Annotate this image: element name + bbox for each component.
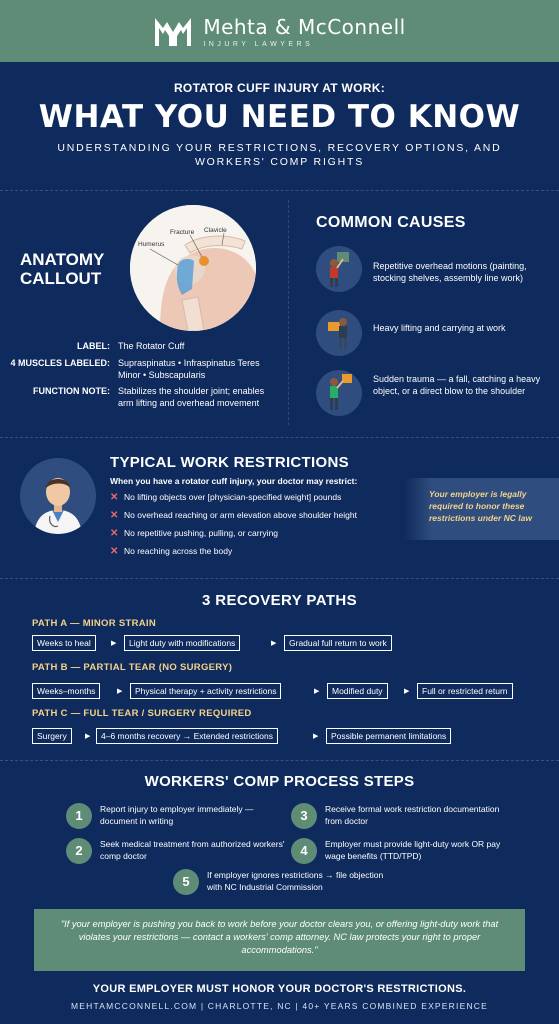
arrow-icon: ▶ [117,688,123,695]
footer-contact[interactable]: MEHTAMCCONNELL.COM | CHARLOTTE, NC | 40+ YEARS COMBINED EXPERIENCE [71,1001,488,1011]
step-number: 1 [66,803,92,829]
shoulder-illustration-icon [130,205,256,331]
path-c-step: Possible permanent limitations [326,728,451,744]
anatomy-row-value: Stabilizes the shoulder joint; enables arm lifting and overhead movement [118,386,265,408]
path-b-step: Physical therapy + activity restrictions [130,683,281,699]
arrow-icon: ▶ [85,733,91,740]
step-text: Employer must provide light-duty work OR pay wage benefits (TTD/TPD) [325,839,501,861]
mm-logo-icon [153,14,193,48]
step-number: 2 [66,838,92,864]
section-divider [0,190,559,191]
anatomy-row-key: FUNCTION NOTE: [33,386,110,396]
page-title: WHAT YOU NEED TO KNOW [38,99,521,135]
section-divider [0,578,559,579]
falling-box-icon [316,370,362,416]
path-a-step: Light duty with modifications [124,635,240,651]
doctor-avatar [20,458,96,534]
hero-section [0,62,559,172]
restriction-item [110,528,400,546]
cause-text: Repetitive overhead motions (painting, stocking shelves, assembly line work) [373,261,527,283]
clavicle-label: Clavicle [204,227,227,234]
step-text: Seek medical treatment from authorized workers' comp doctor [100,839,285,861]
column-divider [288,200,289,425]
restriction-item [110,546,400,564]
overhead-worker-icon [316,246,362,292]
cause-item [316,310,546,358]
path-c-label: PATH C — FULL TEAR / SURGERY REQUIRED [32,708,252,719]
restrictions-intro: When you have a rotator cuff injury, your doctor may restrict: [110,476,358,486]
paths-title: 3 RECOVERY PATHS [201,592,358,609]
anatomy-row-value: Supraspinatus • Infraspinatus Teres Minor • Subscapularis [118,358,260,380]
anatomy-title-line2: CALLOUT [20,269,102,288]
cause-item [316,370,546,418]
path-b-label: PATH B — PARTIAL TEAR (NO SURGERY) [32,662,233,673]
site-header [0,0,559,62]
steps-title: WORKERS' COMP PROCESS STEPS [144,773,415,790]
lifting-worker-icon [316,310,362,356]
anatomy-title [20,250,104,288]
step-number: 3 [291,803,317,829]
path-a-step: Weeks to heal [32,635,96,651]
step-text: Report injury to employer immediately — document in writing [100,804,254,826]
cause-text: Heavy lifting and carrying at work [373,323,506,333]
footer-headline: YOUR EMPLOYER MUST HONOR YOUR DOCTOR'S RESTRICTIONS. [92,983,467,995]
cause-item [316,246,546,294]
restriction-text: No overhead reaching or arm elevation above shoulder height [124,510,357,520]
causes-title: COMMON CAUSES [316,214,466,231]
path-a-label: PATH A — MINOR STRAIN [32,618,156,629]
x-icon: ✕ [110,510,119,521]
attorney-quote: "If your employer is pushing you back to work before your doctor clears you, or offering light-duty work that violates your restrictions — contact a workers' comp attorney. NC law protects your right to proper accommodations." [34,909,525,971]
path-a-step: Gradual full return to work [284,635,392,651]
fracture-label: Fracture [170,229,195,236]
restriction-item [110,510,400,528]
brand-tagline: INJURY LAWYERS [203,40,314,48]
anatomy-row-key: 4 MUSCLES LABELED: [10,358,110,368]
section-divider [0,760,559,761]
anatomy-title-line1: ANATOMY [20,250,105,269]
anatomy-row-value: The Rotator Cuff [118,341,185,351]
anatomy-row-key: LABEL: [77,341,110,351]
arrow-icon: ▶ [313,733,319,740]
arrow-icon: ▶ [271,640,277,647]
hero-eyebrow: ROTATOR CUFF INJURY AT WORK: [173,81,386,95]
restriction-text: No repetitive pushing, pulling, or carrying [124,528,279,538]
x-icon: ✕ [110,528,119,539]
x-icon: ✕ [110,546,119,557]
restrictions-title: TYPICAL WORK RESTRICTIONS [110,454,349,471]
path-c-step: 4–6 months recovery → Extended restrictions [96,728,278,744]
step-text: Receive formal work restriction documentation from doctor [325,804,500,826]
doctor-icon [20,458,96,534]
brand-block [203,15,405,48]
legal-callout: Your employer is legally required to honor these restrictions under NC law [404,478,559,540]
restriction-text: No lifting objects over [physician-specified weight] pounds [124,492,342,502]
section-divider [0,437,559,438]
restriction-text: No reaching across the body [124,546,233,556]
hero-subtitle: UNDERSTANDING YOUR RESTRICTIONS, RECOVERY OPTIONS, AND WORKERS' COMP RIGHTS [57,142,502,168]
arrow-icon: ▶ [404,688,410,695]
path-c-step: Surgery [32,728,72,744]
step-number: 5 [173,869,199,895]
arrow-icon: ▶ [111,640,117,647]
path-b-step: Modified duty [327,683,388,699]
brand-name: Mehta & McConnell [203,14,406,39]
path-b-step: Weeks–months [32,683,100,699]
cause-text: Sudden trauma — a fall, catching a heavy object, or a direct blow to the shoulder [373,374,541,396]
arrow-icon: ▶ [314,688,320,695]
shoulder-diagram [130,205,256,331]
x-icon: ✕ [110,492,119,503]
step-text: If employer ignores restrictions → file objection with NC Industrial Commission [207,870,384,892]
humerus-label: Humerus [138,241,165,248]
restrictions-list [110,492,400,564]
step-number: 4 [291,838,317,864]
restriction-item [110,492,400,510]
path-b-step: Full or restricted return [417,683,513,699]
